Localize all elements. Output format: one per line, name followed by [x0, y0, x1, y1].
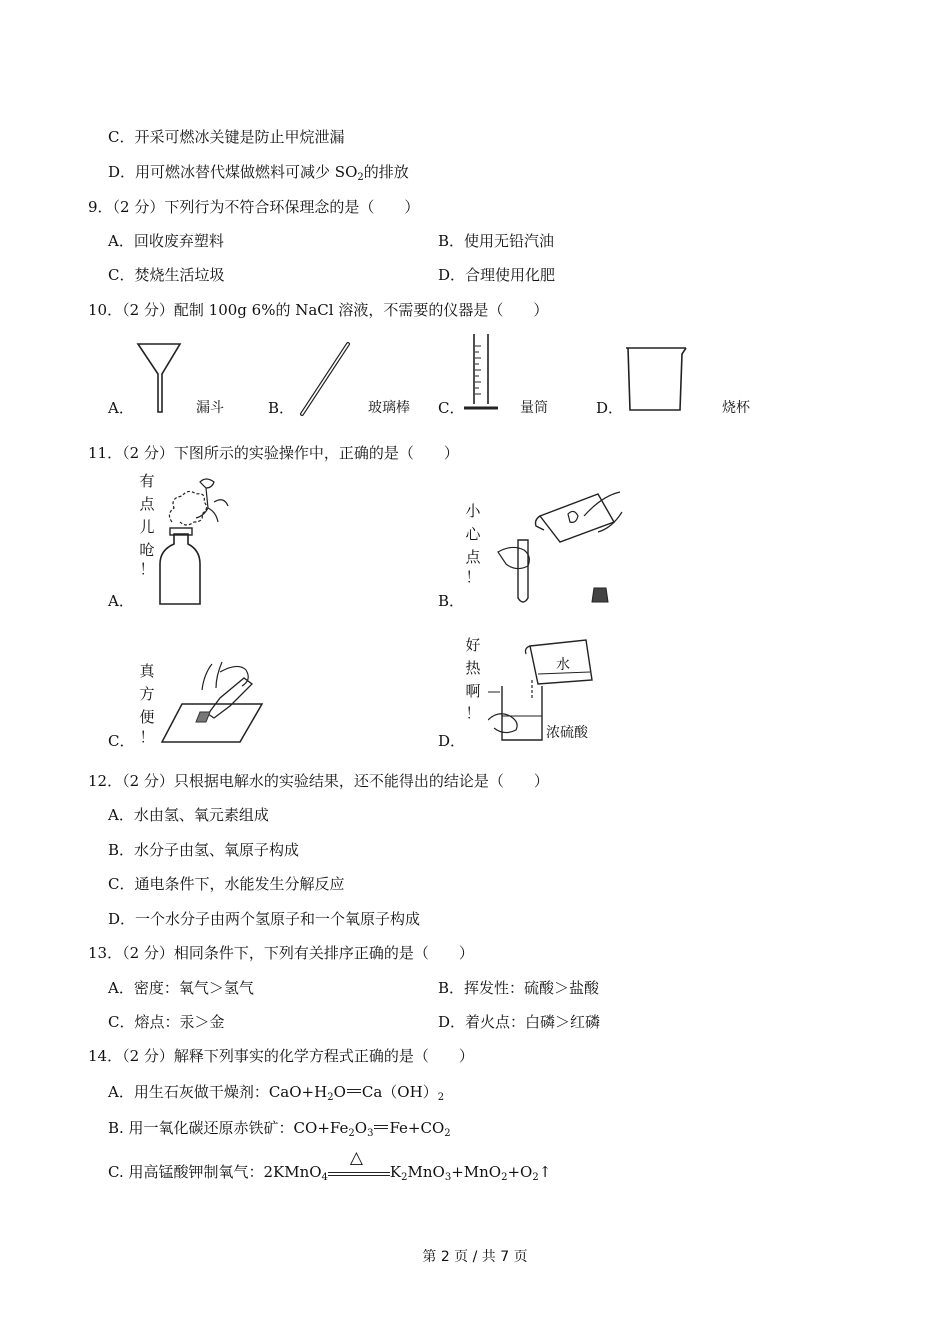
pouring-liquid-illustration — [488, 486, 628, 610]
q9-option-d: D．合理使用化肥 — [438, 266, 556, 284]
q13-option-a: A．密度：氧气＞氢气 — [108, 979, 254, 997]
heat-symbol-icon: △ — [349, 1148, 363, 1168]
q9-stem: 9．（2 分）下列行为不符合环保理念的是（ ） — [88, 198, 420, 216]
q11-d-char: 热 — [465, 659, 481, 677]
q10-c-name: 量筒 — [520, 400, 548, 416]
beaker-icon — [624, 344, 690, 416]
q14-option-a: A．用生石灰做干燥剂：$CaO+H_2O$ $Ca(OH)_2$ — [108, 1083, 445, 1103]
q11-b-char: 心 — [465, 525, 481, 543]
q11-option-b: B． — [438, 592, 465, 610]
q11-c-char: 真 — [139, 662, 155, 680]
up-arrow-icon: ↑ — [538, 1163, 552, 1181]
q10-b-letter: B． — [268, 399, 295, 417]
q12-option-b: B．水分子由氢、氧原子构成 — [108, 841, 300, 859]
q11-b-char: ！ — [465, 568, 481, 586]
q10-a-letter: A． — [108, 399, 134, 417]
q11-b-char: 小 — [465, 502, 481, 520]
q11-option-a: A． — [108, 592, 134, 610]
q10-d-letter: D． — [596, 399, 624, 417]
q11-a-char: 呛 — [139, 541, 155, 559]
q9-option-b: B．使用无铅汽油 — [438, 232, 555, 250]
q12-option-a: A．水由氢、氧元素组成 — [108, 806, 269, 824]
funnel-icon — [136, 340, 184, 414]
q10-b-name: 玻璃棒 — [368, 400, 410, 416]
q10-stem: 10．（2 分）配制 100g 6%的 NaCl 溶液，不需要的仪器是（ ） — [88, 301, 549, 319]
q11-a-char: 点 — [139, 495, 155, 513]
glass-rod-icon — [296, 340, 356, 420]
q11-c-char: ！ — [139, 728, 155, 746]
q11-stem: 11．（2 分）下图所示的实验操作中，正确的是（ ） — [88, 444, 459, 462]
q11-a-char: 有 — [139, 472, 155, 490]
reaction-condition — [328, 1148, 390, 1182]
q12-stem: 12．（2 分）只根据电解水的实验结果，还不能得出的结论是（ ） — [88, 772, 549, 790]
q12-option-d: D．一个水分子由两个氢原子和一个氧原子构成 — [108, 910, 421, 928]
q13-stem: 13．（2 分）相同条件下，下列有关排序正确的是（ ） — [88, 944, 474, 962]
gas-bottle-smell-illustration — [156, 472, 242, 610]
q11-d-char: 好 — [465, 636, 481, 654]
q11-d-char: 啊 — [465, 682, 481, 700]
q8-option-d: D．用可燃冰替代煤做燃料可减少 $SO_2$的排放 — [108, 163, 409, 183]
q11-b-char: 点 — [465, 548, 481, 566]
q11-d-label-acid: 浓硫酸 — [546, 725, 588, 741]
page-footer: 第 2 页 / 共 7 页 — [422, 1249, 528, 1265]
q11-d-label-water: 水 — [556, 657, 570, 673]
q13-option-c: C．熔点：汞＞金 — [108, 1013, 225, 1031]
q14-option-c: C. 用高锰酸钾制氧气：2KMnO$_4$ △ $K_2MnO_3+MnO_2+O_2↑$ — [108, 1148, 552, 1183]
q12-option-c: C．通电条件下，水能发生分解反应 — [108, 875, 345, 893]
q11-option-c: C． — [108, 732, 135, 750]
q9-option-a: A．回收废弃塑料 — [108, 232, 224, 250]
q13-option-d: D．着火点：白磷＞红磷 — [438, 1013, 601, 1031]
q11-c-char: 便 — [139, 708, 155, 726]
q10-c-letter: C． — [438, 399, 465, 417]
q10-d-name: 烧杯 — [722, 400, 750, 416]
long-equals-sign — [328, 1172, 390, 1176]
q8-option-c: C．开采可燃冰关键是防止甲烷泄漏 — [108, 128, 345, 146]
q14-option-b: B. 用一氧化碳还原赤铁矿：$CO+Fe_2O_3$ $Fe+CO_2$ — [108, 1119, 451, 1139]
q11-d-char: ！ — [465, 704, 481, 722]
q11-a-char: 儿 — [139, 518, 155, 536]
dropper-on-paper-illustration — [160, 660, 270, 746]
q10-a-name: 漏斗 — [196, 400, 224, 416]
graduated-cylinder-icon — [462, 332, 506, 416]
q14-stem: 14．（2 分）解释下列事实的化学方程式正确的是（ ） — [88, 1047, 474, 1065]
equals-sign — [347, 1089, 361, 1093]
q9-option-c: C．焚烧生活垃圾 — [108, 266, 225, 284]
q11-c-char: 方 — [139, 685, 155, 703]
q11-a-char: ！ — [139, 560, 155, 578]
q13-option-b: B．挥发性：硫酸＞盐酸 — [438, 979, 600, 997]
equals-sign — [374, 1125, 388, 1129]
q11-option-d: D． — [438, 732, 466, 750]
